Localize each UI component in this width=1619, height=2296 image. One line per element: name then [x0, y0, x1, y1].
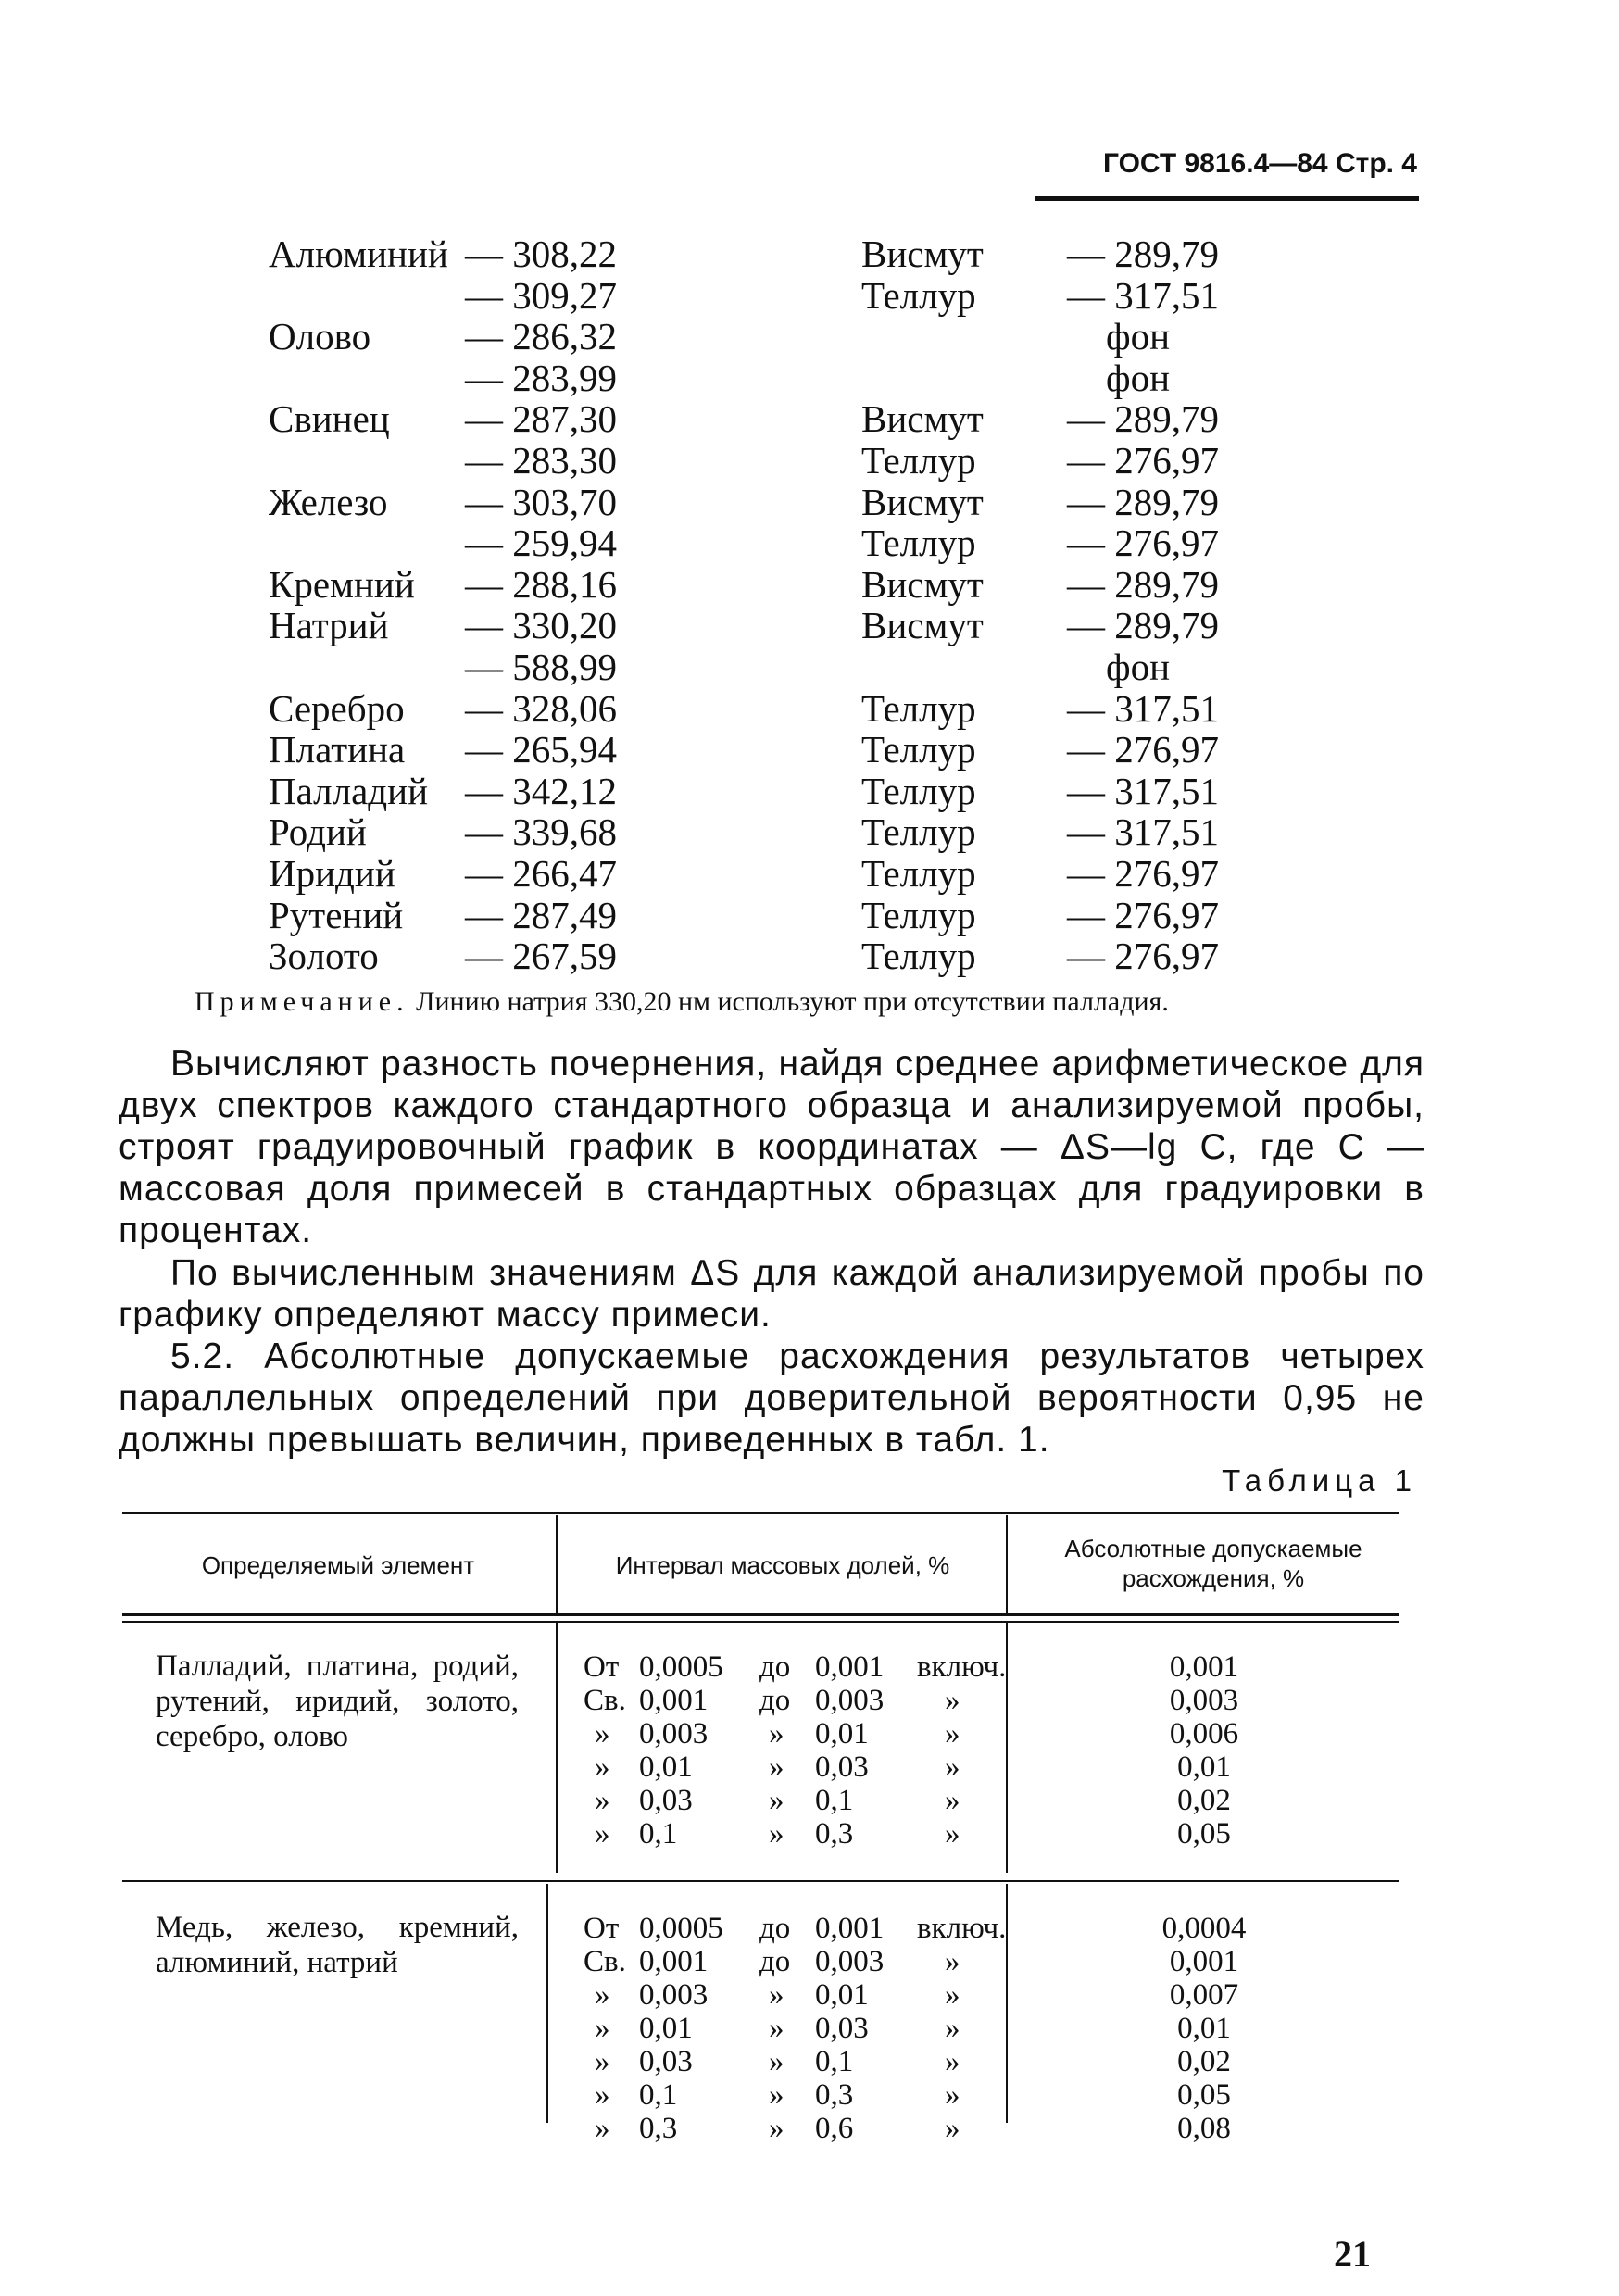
element-name: Родий [269, 810, 367, 854]
interval-m: » [769, 2078, 784, 2112]
interval-s: » [945, 1817, 960, 1851]
element-name: Висмут [861, 232, 984, 275]
deviation-value: 0,01 [1177, 2012, 1231, 2045]
table-col-divider-2-header [1006, 1515, 1008, 1615]
interval-m: » [769, 2045, 784, 2078]
interval-b: 0,3 [815, 2078, 854, 2112]
interval-b: 0,3 [815, 1817, 854, 1851]
line-wavelength: — 317,51 [1067, 686, 1219, 730]
line-wavelength: — 289,79 [1067, 397, 1219, 441]
deviation-value: 0,05 [1177, 1817, 1231, 1851]
interval-s: » [945, 2012, 960, 2045]
interval-p: » [595, 1784, 610, 1817]
line-wavelength: — 287,30 [465, 397, 617, 441]
interval-p: » [595, 1817, 610, 1851]
interval-s: » [945, 1717, 960, 1750]
table-top-rule [122, 1512, 1399, 1514]
line-wavelength: — 289,79 [1067, 232, 1219, 275]
interval-p: От [584, 1650, 620, 1684]
page-number: 21 [1334, 2233, 1371, 2275]
line-wavelength: — 588,99 [465, 646, 617, 688]
element-name: Теллур [861, 728, 976, 772]
line-wavelength: — 288,16 [465, 562, 617, 606]
table-group-1-deviations [1037, 1650, 1371, 1851]
element-name: Висмут [861, 480, 984, 523]
interval-row [584, 1817, 1010, 1851]
line-wavelength: фон [1106, 646, 1171, 688]
interval-a: 0,1 [639, 1817, 678, 1851]
line-wavelength: — 259,94 [465, 521, 617, 565]
table-header-element: Определяемый элемент [201, 1551, 475, 1579]
element-name: Палладий [269, 769, 429, 812]
interval-s: » [945, 1750, 960, 1784]
line-wavelength: — 289,79 [1067, 480, 1219, 523]
interval-m: до [759, 1945, 791, 1978]
interval-a: 0,001 [639, 1684, 709, 1717]
table-col-divider-1-g2 [546, 1884, 548, 2123]
interval-p: » [595, 2045, 610, 2078]
line-wavelength: — 309,27 [465, 273, 617, 317]
interval-a: 0,0005 [639, 1912, 723, 1945]
element-name: Кремний [269, 562, 415, 606]
line-wavelength: — 303,70 [465, 480, 617, 523]
line-wavelength: — 276,97 [1067, 852, 1219, 895]
element-name: Теллур [861, 521, 976, 565]
table-header-interval: Интервал массовых долей, % [615, 1551, 950, 1579]
interval-b: 0,003 [815, 1945, 885, 1978]
note [195, 985, 1422, 1018]
element-name: Теллур [861, 686, 976, 730]
interval-row [584, 1650, 1010, 1684]
element-name: Висмут [861, 562, 984, 606]
element-name: Висмут [861, 604, 984, 647]
element-name: Олово [269, 315, 371, 358]
element-name: Теллур [861, 273, 976, 317]
interval-b: 0,01 [815, 1978, 869, 2012]
line-wavelength: — 276,97 [1067, 893, 1219, 936]
line-wavelength: — 276,97 [1067, 935, 1219, 978]
deviation-value: 0,001 [1169, 1650, 1239, 1684]
deviation-value: 0,08 [1177, 2112, 1231, 2145]
interval-s: » [945, 1784, 960, 1817]
interval-b: 0,001 [815, 1912, 885, 1945]
interval-s: » [945, 1945, 960, 1978]
element-name: Теллур [861, 852, 976, 895]
interval-a: 0,0005 [639, 1650, 723, 1684]
interval-a: 0,1 [639, 2078, 678, 2112]
deviation-value: 0,007 [1169, 1978, 1239, 2012]
interval-s: » [945, 2078, 960, 2112]
line-wavelength: — 286,32 [465, 315, 617, 358]
line-wavelength: — 317,51 [1067, 273, 1219, 317]
table-header-deviation: Абсолютные допускаемые расхождения, % [1064, 1535, 1362, 1592]
interval-m: » [769, 1784, 784, 1817]
interval-s: » [945, 2045, 960, 2078]
interval-row [584, 1784, 1010, 1817]
interval-row [584, 2078, 1010, 2112]
interval-m: до [759, 1684, 791, 1717]
deviation-value: 0,006 [1169, 1717, 1239, 1750]
interval-row [584, 1945, 1010, 1978]
interval-m: » [769, 1750, 784, 1784]
line-wavelength: — 342,12 [465, 769, 617, 812]
interval-row [584, 2045, 1010, 2078]
element-name: Теллур [861, 893, 976, 936]
element-name: Теллур [861, 439, 976, 482]
element-name: Железо [269, 480, 388, 523]
interval-p: Св. [584, 1684, 626, 1717]
interval-a: 0,01 [639, 1750, 693, 1784]
interval-row [584, 1750, 1010, 1784]
line-wavelength: — 276,97 [1067, 439, 1219, 482]
line-wavelength: — 276,97 [1067, 521, 1219, 565]
element-name: Натрий [269, 604, 389, 647]
deviation-value: 0,003 [1169, 1684, 1239, 1717]
interval-b: 0,01 [815, 1717, 869, 1750]
interval-row [584, 1717, 1010, 1750]
element-name: Теллур [861, 769, 976, 812]
interval-p: От [584, 1912, 620, 1945]
paragraph-calculation: Вычисляют разность почернения, найдя среднее арифметическое для двух спектров каждого стандартного образца и анализируемой пробы, строят градуировочный график в координатах — ΔS—lg C, где C — массовая доля примесей в стандартных образцах для градуировки в процентах. [119, 1044, 1424, 1250]
interval-row [584, 1684, 1010, 1717]
interval-s: включ. [917, 1912, 1007, 1945]
element-name: Рутений [269, 893, 404, 936]
line-wavelength: — 317,51 [1067, 810, 1219, 854]
element-name: Золото [269, 935, 379, 978]
interval-m: » [769, 1717, 784, 1750]
interval-a: 0,01 [639, 2012, 693, 2045]
line-wavelength: — 283,99 [465, 356, 617, 399]
interval-a: 0,001 [639, 1945, 709, 1978]
line-wavelength: — 265,94 [465, 728, 617, 772]
table-header-rule-2 [122, 1621, 1399, 1623]
line-wavelength: — 289,79 [1067, 604, 1219, 647]
element-name: Алюминий [269, 232, 448, 275]
interval-p: » [595, 1717, 610, 1750]
interval-p: Св. [584, 1945, 626, 1978]
interval-p: » [595, 2112, 610, 2145]
deviation-value: 0,001 [1169, 1945, 1239, 1978]
interval-b: 0,03 [815, 1750, 869, 1784]
line-wavelength: — 339,68 [465, 810, 617, 854]
interval-m: » [769, 1817, 784, 1851]
element-name: Висмут [861, 397, 984, 441]
interval-a: 0,03 [639, 1784, 693, 1817]
page-header: ГОСТ 9816.4—84 Стр. 4 [1102, 148, 1417, 179]
deviation-value: 0,02 [1177, 1784, 1231, 1817]
deviation-value: 0,02 [1177, 2045, 1231, 2078]
element-name: Серебро [269, 686, 405, 730]
interval-s: » [945, 1978, 960, 2012]
line-wavelength: — 330,20 [465, 604, 617, 647]
interval-a: 0,3 [639, 2112, 678, 2145]
interval-a: 0,003 [639, 1717, 709, 1750]
table-col-divider-1-header [556, 1515, 558, 1615]
table-group-2-element: Медь, железо, кремний, алюминий, натрий [156, 1911, 519, 1979]
table-header-rule [122, 1613, 1399, 1616]
interval-b: 0,1 [815, 2045, 854, 2078]
table-caption: Таблица 1 [1222, 1463, 1417, 1498]
line-wavelength: фон [1106, 356, 1171, 399]
interval-s: » [945, 1684, 960, 1717]
table-group-2-deviations [1037, 1912, 1371, 2145]
interval-p: » [595, 1978, 610, 2012]
table-group-2-intervals [584, 1912, 1010, 2145]
element-name: Иридий [269, 852, 395, 895]
interval-s: » [945, 2112, 960, 2145]
interval-row [584, 1912, 1010, 1945]
line-wavelength: — 328,06 [465, 686, 617, 730]
element-name: Платина [269, 728, 406, 772]
table-group-rule [122, 1880, 1399, 1882]
note-label: Примечание. [195, 986, 409, 1017]
interval-a: 0,03 [639, 2045, 693, 2078]
interval-p: » [595, 2078, 610, 2112]
interval-p: » [595, 1750, 610, 1784]
element-name: Теллур [861, 810, 976, 854]
table-group-1-intervals [584, 1650, 1010, 1851]
element-name: Свинец [269, 397, 390, 441]
paragraph-by-values: По вычисленным значениям ΔS для каждой анализируемой пробы по графику определяют массу примеси. [119, 1253, 1424, 1335]
interval-b: 0,6 [815, 2112, 854, 2145]
header-rule [1035, 196, 1419, 201]
interval-m: » [769, 1978, 784, 2012]
interval-m: до [759, 1650, 791, 1684]
interval-b: 0,1 [815, 1784, 854, 1817]
deviation-value: 0,0004 [1161, 1912, 1247, 1945]
line-wavelength: — 276,97 [1067, 728, 1219, 772]
interval-m: » [769, 2012, 784, 2045]
interval-row [584, 2112, 1010, 2145]
deviation-value: 0,01 [1177, 1750, 1231, 1784]
line-wavelength: — 289,79 [1067, 562, 1219, 606]
table-col-divider-1-g1 [556, 1623, 558, 1873]
interval-m: » [769, 2112, 784, 2145]
line-wavelength: — 283,30 [465, 439, 617, 482]
line-wavelength: — 317,51 [1067, 769, 1219, 812]
line-wavelength: — 266,47 [465, 852, 617, 895]
deviation-value: 0,05 [1177, 2078, 1231, 2112]
paragraph-5-2: 5.2. Абсолютные допускаемые расхождения результатов четырех параллельных определений при доверительной вероятности 0,95 не должны превышать величин, приведенных в табл. 1. [119, 1336, 1424, 1460]
line-wavelength: фон [1106, 315, 1171, 358]
element-name: Теллур [861, 935, 976, 978]
line-wavelength: — 308,22 [465, 232, 617, 275]
interval-p: » [595, 2012, 610, 2045]
interval-row [584, 2012, 1010, 2045]
table-group-1-element: Палладий, платина, родий, рутений, иридий, золото, серебро, олово [156, 1650, 519, 1753]
interval-b: 0,003 [815, 1684, 885, 1717]
interval-s: включ. [917, 1650, 1007, 1684]
interval-a: 0,003 [639, 1978, 709, 2012]
interval-m: до [759, 1912, 791, 1945]
line-wavelength: — 267,59 [465, 935, 617, 978]
interval-row [584, 1978, 1010, 2012]
note-text: Линию натрия 330,20 нм используют при отсутствии палладия. [408, 986, 1169, 1017]
interval-b: 0,03 [815, 2012, 869, 2045]
interval-b: 0,001 [815, 1650, 885, 1684]
line-wavelength: — 287,49 [465, 893, 617, 936]
